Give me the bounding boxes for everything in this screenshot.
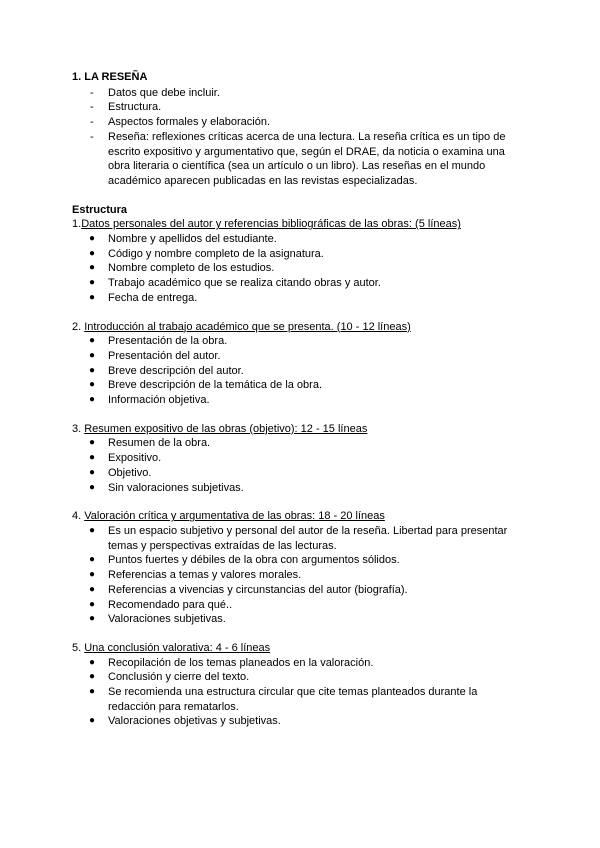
list-item-text: Fecha de entrega. [108, 291, 198, 304]
list-item [72, 568, 528, 583]
section-4 [72, 509, 528, 627]
list-item [72, 466, 528, 481]
list-item [72, 598, 528, 613]
list-item-text: Resumen de la obra. [108, 437, 211, 450]
bullet-list [72, 524, 528, 627]
section-number: 1. [72, 218, 82, 231]
section-1 [72, 217, 528, 305]
list-item [72, 100, 528, 115]
section-5 [72, 641, 528, 729]
list-item [72, 553, 528, 568]
list-item [72, 334, 528, 349]
list-item-text: Datos que debe incluir. [108, 86, 220, 99]
list-item [72, 685, 528, 714]
list-item-text: Se recomienda una estructura circular que cite temas planteados durante la redacción para rematarlos. [108, 686, 478, 713]
bullet-marker: ● [89, 569, 96, 581]
list-item [72, 291, 528, 306]
list-item-text: Es un espacio subjetivo y personal del autor de la reseña. Libertad para presentar temas y perspectivas extraídas de las lecturas. [108, 524, 508, 552]
list-item-text: Expositivo. [108, 452, 162, 465]
list-item-text: Referencias a vivencias y circunstancias del autor (biografía). [108, 583, 408, 596]
list-item [72, 232, 528, 247]
list-item [72, 481, 528, 496]
list-item [72, 612, 528, 627]
list-item-text: Recopilación de los temas planeados en la valoración. [108, 656, 374, 669]
section-number: 5. [72, 641, 85, 654]
list-item-text: Sin valoraciones subjetivas. [108, 481, 244, 494]
list-item-text: Valoraciones objetivas y subjetivas. [108, 715, 281, 728]
bullet-marker: ● [89, 481, 96, 493]
list-item-text: Objetivo. [108, 466, 152, 479]
page-title: 1. LA RESEÑA [72, 71, 148, 83]
dash-marker: - [90, 86, 94, 99]
section-title-text: Valoración crítica y argumentativa de las obras: 18 - 20 líneas [84, 510, 385, 523]
bullet-list [72, 656, 528, 730]
section-title [72, 217, 528, 232]
bullet-marker: ● [89, 686, 96, 698]
list-item [72, 247, 528, 262]
intro-list [72, 86, 528, 189]
bullet-marker: ● [89, 379, 96, 391]
bullet-marker: ● [89, 349, 96, 361]
list-item [72, 583, 528, 598]
list-item [72, 115, 528, 130]
list-item-text: Valoraciones subjetivas. [108, 613, 226, 626]
list-item-text: Aspectos formales y elaboración. [108, 116, 271, 129]
bullet-marker: ● [89, 466, 96, 478]
list-item [72, 524, 528, 553]
bullet-list [72, 232, 528, 306]
list-item [72, 714, 528, 729]
bullet-marker: ● [89, 291, 96, 303]
list-item [72, 349, 528, 364]
list-item-text: Nombre completo de los estudios. [108, 262, 275, 275]
bullet-marker: ● [89, 613, 96, 625]
bullet-marker: ● [89, 247, 96, 259]
section-title-text: Resumen expositivo de las obras (objetivo): 12 - 15 líneas [84, 422, 368, 435]
list-item [72, 378, 528, 393]
list-item [72, 364, 528, 379]
document-page [72, 70, 528, 729]
bullet-marker: ● [89, 598, 96, 610]
section-number: 2. [72, 320, 85, 333]
list-item-text: Breve descripción de la temática de la obra. [108, 379, 323, 392]
list-item-text: Estructura. [108, 101, 162, 114]
section-heading-estructura: Estructura [72, 203, 128, 216]
bullet-list [72, 334, 528, 408]
list-item-text: Información objetiva. [108, 394, 210, 407]
bullet-marker: ● [89, 335, 96, 347]
list-item [72, 670, 528, 685]
section-title-text: Una conclusión valorativa: 4 - 6 líneas [84, 641, 271, 654]
bullet-marker: ● [89, 583, 96, 595]
list-item-text: Puntos fuertes y débiles de la obra con argumentos sólidos. [108, 554, 400, 567]
bullet-marker: ● [89, 437, 96, 449]
list-item [72, 130, 528, 189]
list-item-text: Conclusión y cierre del texto. [108, 671, 250, 684]
section-title [72, 422, 528, 437]
dash-marker: - [90, 130, 94, 143]
dash-marker: - [90, 101, 94, 114]
list-item [72, 451, 528, 466]
list-item-text: Presentación de la obra. [108, 335, 228, 348]
section-number: 4. [72, 510, 85, 523]
section-3 [72, 422, 528, 496]
section-2 [72, 320, 528, 408]
section-title-text: Introducción al trabajo académico que se presenta. (10 - 12 líneas) [84, 320, 411, 333]
list-item [72, 393, 528, 408]
list-item-text: Presentación del autor. [108, 349, 221, 362]
bullet-marker: ● [89, 262, 96, 274]
section-title [72, 320, 528, 335]
list-item [72, 276, 528, 291]
bullet-marker: ● [89, 554, 96, 566]
list-item-text: Breve descripción del autor. [108, 364, 244, 377]
bullet-marker: ● [89, 656, 96, 668]
bullet-marker: ● [89, 671, 96, 683]
list-item [72, 86, 528, 101]
list-item [72, 436, 528, 451]
bullet-marker: ● [89, 277, 96, 289]
bullet-marker: ● [89, 394, 96, 406]
list-item-text: Nombre y apellidos del estudiante. [108, 233, 277, 246]
bullet-marker: ● [89, 524, 96, 536]
bullet-marker: ● [89, 715, 96, 727]
bullet-marker: ● [89, 452, 96, 464]
list-item-text: Código y nombre completo de la asignatura. [108, 247, 324, 260]
list-item-text: Reseña: reflexiones críticas acerca de una lectura. La reseña crítica es un tipo de escrito expositivo y argumentativo que, según el DRAE, da noticia o examina una obra literaria o científica (sea un artículo o un libro). Las reseñas en el mundo académico aparecen publicadas en las revistas especializadas. [108, 130, 506, 187]
list-item-text: Trabajo académico que se realiza citando obras y autor. [108, 277, 381, 290]
list-item [72, 656, 528, 671]
bullet-list [72, 436, 528, 495]
section-title-text: Datos personales del autor y referencias bibliográficas de las obras: (5 líneas) [81, 218, 461, 231]
section-title [72, 509, 528, 524]
list-item-text: Referencias a temas y valores morales. [108, 569, 302, 582]
bullet-marker: ● [89, 364, 96, 376]
list-item [72, 261, 528, 276]
section-title [72, 641, 528, 656]
list-item-text: Recomendado para qué.. [108, 598, 233, 611]
bullet-marker: ● [89, 233, 96, 245]
section-number: 3. [72, 422, 85, 435]
dash-marker: - [90, 116, 94, 129]
